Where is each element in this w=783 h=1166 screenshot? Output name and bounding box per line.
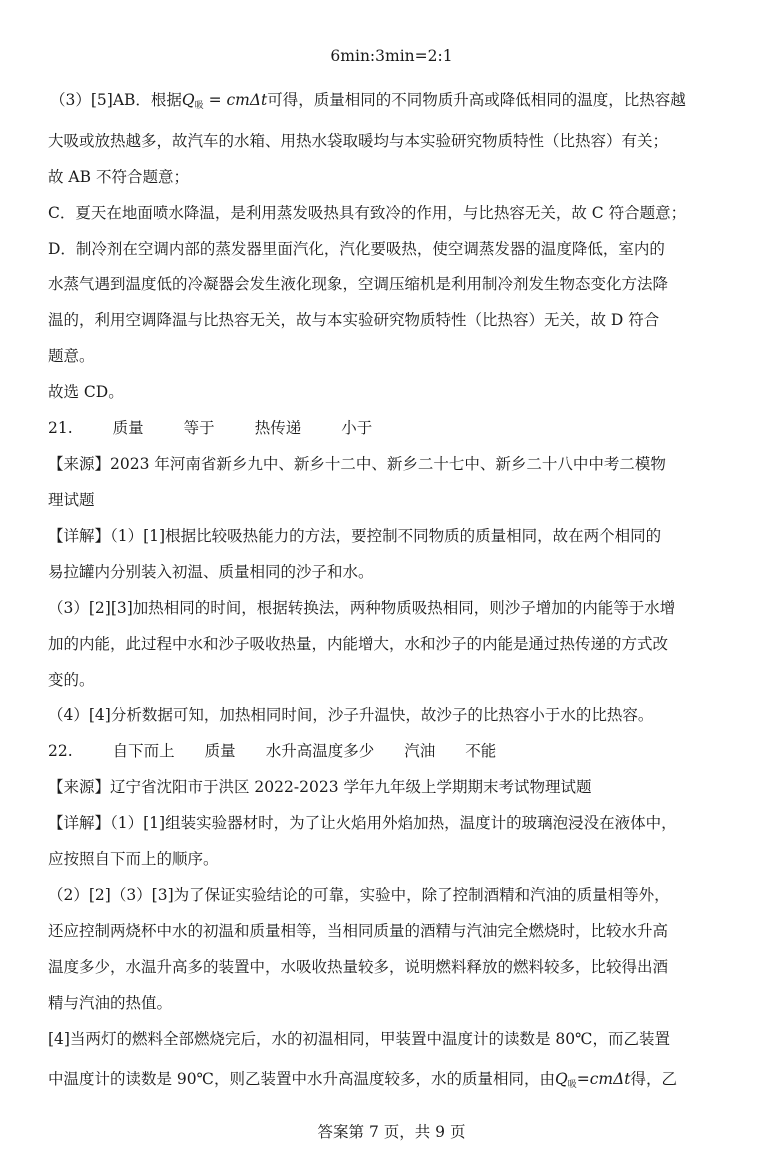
detail-line: 【详解】（1）[1]组装实验器材时，为了让火焰用外焰加热，温度计的玻璃泡浸没在液体中， (48, 814, 677, 832)
text-line: （2）[2]（3）[3]为了保证实验结论的可靠，实验中，除了控制酒精和汽油的质量相等外， (48, 886, 670, 904)
text-line: 理试题 (48, 491, 95, 509)
text-line: 大吸或放热越多，故汽车的水箱、用热水袋取暖均与本实验研究物质特性（比热容）有关； (48, 132, 669, 150)
detail-line: 【详解】（1）[1]根据比较吸热能力的方法，要控制不同物质的质量相同，故在两个相同的 (48, 527, 662, 545)
q21-answers: 21. 质量 等于 热传递 小于 (48, 419, 373, 437)
formula-q: $Q_吸$ (555, 1070, 577, 1090)
formula-q: $Q_吸$ (181, 91, 204, 111)
text-line: 故选 CD。 (48, 383, 124, 401)
text-line: （4）[4]分析数据可知，加热相同时间，沙子升温快，故沙子的比热容小于水的比热容。 (48, 706, 654, 724)
ratio-line: 6min:3min=2:1 (330, 47, 453, 65)
text-line: 题意。 (48, 347, 95, 365)
formula-line: （3）[5]AB．根据$Q_吸 = cm\Delta t$可得，质量相同的不同物质升高或降低相同的温度，比热容越 (50, 91, 686, 111)
text-line: 应按照自下而上的顺序。 (48, 850, 219, 868)
text-line: 温的，利用空调降温与比热容无关，故与本实验研究物质特性（比热容）无关，故 D 符合 (48, 311, 660, 329)
text-line: [4]当两灯的燃料全部燃烧完后，水的初温相同，甲装置中温度计的读数是 80℃，而乙装置 (48, 1030, 670, 1048)
text-line: 还应控制两烧杯中水的初温和质量相等，当相同质量的酒精与汽油完全燃烧时，比较水升高 (48, 922, 669, 940)
source-line: 【来源】2023 年河南省新乡九中、新乡十二中、新乡二十七中、新乡二十八中中考二模物 (48, 455, 666, 473)
q22-answers: 22. 自下而上 质量 水升高温度多少 汽油 不能 (48, 742, 497, 760)
text-line: D．制冷剂在空调内部的蒸发器里面汽化，汽化要吸热，使空调蒸发器的温度降低，室内的 (48, 240, 665, 258)
formula-line: 中温度计的读数是 90℃，则乙装置中水升高温度较多，水的质量相同，由$Q_吸=cm\Delta t$得，乙 (48, 1070, 678, 1090)
text-line: 变的。 (48, 671, 95, 689)
text-line: 故 AB 不符合题意； (48, 168, 189, 186)
text-line: 精与汽油的热值。 (48, 994, 173, 1012)
page-footer: 答案第 7 页，共 9 页 (317, 1123, 466, 1141)
text-line: （3）[2][3]加热相同的时间，根据转换法，两种物质吸热相同，则沙子增加的内能等于水增 (48, 599, 676, 617)
text-line: 易拉罐内分别装入初温、质量相同的沙子和水。 (48, 563, 374, 581)
text-line: 温度多少，水温升高多的装置中，水吸收热量较多，说明燃料释放的燃料较多，比较得出酒 (48, 958, 669, 976)
text-line: 水蒸气遇到温度低的冷凝器会发生液化现象，空调压缩机是利用制冷剂发生物态变化方法降 (48, 275, 669, 293)
text-line: C．夏天在地面喷水降温，是利用蒸发吸热具有致冷的作用，与比热容无关，故 C 符合题意； (48, 204, 687, 222)
text-line: 加的内能，此过程中水和沙子吸收热量，内能增大，水和沙子的内能是通过热传递的方式改 (48, 635, 669, 653)
source-line: 【来源】辽宁省沈阳市于洪区 2022-2023 学年九年级上学期期末考试物理试题 (48, 778, 592, 796)
